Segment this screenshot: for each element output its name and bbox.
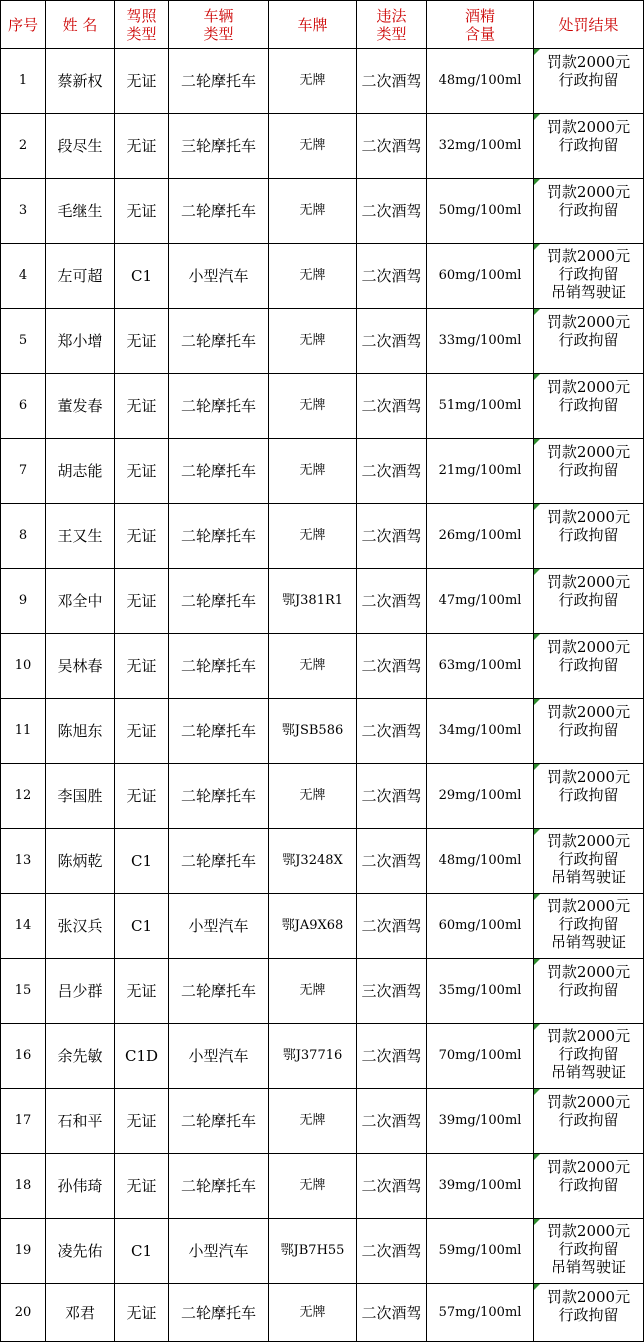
result-line: 罚款2000元 (546, 638, 631, 656)
cell-seq: 11 (1, 699, 46, 764)
cell-result (534, 49, 644, 114)
cell-vehicle: 二轮摩托车 (169, 374, 269, 439)
cell-alcohol: 32mg/100ml (427, 114, 534, 179)
header-violation (357, 1, 427, 49)
cell-name: 邓君 (46, 1284, 115, 1342)
result-line: 行政拘留 (558, 1306, 619, 1324)
cell-alcohol: 48mg/100ml (427, 829, 534, 894)
cell-license: 无证 (115, 374, 169, 439)
cell-plate: 无牌 (269, 114, 357, 179)
result-line: 罚款2000元 (546, 443, 631, 461)
result-line: 罚款2000元 (546, 1093, 631, 1111)
cell-name: 石和平 (46, 1089, 115, 1154)
cell-alcohol: 47mg/100ml (427, 569, 534, 634)
result-line: 行政拘留 (558, 331, 619, 349)
result-line: 吊销驾驶证 (550, 1063, 626, 1081)
cell-vehicle: 二轮摩托车 (169, 1089, 269, 1154)
cell-plate: 无牌 (269, 439, 357, 504)
cell-seq: 12 (1, 764, 46, 829)
header-vehicle-line2: 类型 (203, 24, 234, 43)
cell-result (534, 374, 644, 439)
cell-violation: 二次酒驾 (357, 699, 427, 764)
cell-license: C1 (115, 1219, 169, 1284)
cell-seq: 8 (1, 504, 46, 569)
cell-vehicle: 二轮摩托车 (169, 1154, 269, 1219)
cell-violation: 二次酒驾 (357, 244, 427, 309)
cell-vehicle: 二轮摩托车 (169, 309, 269, 374)
result-line: 罚款2000元 (546, 832, 631, 850)
cell-violation: 二次酒驾 (357, 179, 427, 244)
cell-name: 陈旭东 (46, 699, 115, 764)
cell-seq: 3 (1, 179, 46, 244)
result-line: 行政拘留 (558, 850, 619, 868)
cell-alcohol: 50mg/100ml (427, 179, 534, 244)
cell-seq: 7 (1, 439, 46, 504)
table-row (1, 374, 644, 439)
cell-plate: 鄂J381R1 (269, 569, 357, 634)
cell-alcohol: 60mg/100ml (427, 894, 534, 959)
cell-license: C1D (115, 1024, 169, 1089)
header-license-line2: 类型 (126, 24, 157, 43)
cell-name: 王又生 (46, 504, 115, 569)
cell-name: 凌先佑 (46, 1219, 115, 1284)
result-line: 行政拘留 (558, 201, 619, 219)
header-violation-line2: 类型 (376, 24, 407, 43)
result-line: 行政拘留 (558, 1176, 619, 1194)
table-row (1, 179, 644, 244)
cell-vehicle: 小型汽车 (169, 894, 269, 959)
result-line: 行政拘留 (558, 786, 619, 804)
cell-seq: 15 (1, 959, 46, 1024)
cell-seq: 10 (1, 634, 46, 699)
cell-plate: 无牌 (269, 179, 357, 244)
result-line: 行政拘留 (558, 136, 619, 154)
cell-result (534, 309, 644, 374)
cell-alcohol: 29mg/100ml (427, 764, 534, 829)
result-line: 行政拘留 (558, 265, 619, 283)
cell-vehicle: 二轮摩托车 (169, 179, 269, 244)
cell-license: 无证 (115, 504, 169, 569)
result-line: 罚款2000元 (546, 1027, 631, 1045)
cell-vehicle: 二轮摩托车 (169, 829, 269, 894)
cell-result (534, 179, 644, 244)
cell-violation: 三次酒驾 (357, 959, 427, 1024)
header-name: 姓 名 (46, 1, 115, 49)
cell-seq: 6 (1, 374, 46, 439)
cell-alcohol: 59mg/100ml (427, 1219, 534, 1284)
cell-result (534, 699, 644, 764)
cell-alcohol: 21mg/100ml (427, 439, 534, 504)
cell-violation: 二次酒驾 (357, 1089, 427, 1154)
table-row (1, 439, 644, 504)
cell-name: 左可超 (46, 244, 115, 309)
cell-name: 段尽生 (46, 114, 115, 179)
cell-result (534, 1024, 644, 1089)
cell-alcohol: 70mg/100ml (427, 1024, 534, 1089)
cell-alcohol: 34mg/100ml (427, 699, 534, 764)
cell-license: C1 (115, 894, 169, 959)
cell-vehicle: 二轮摩托车 (169, 699, 269, 764)
cell-plate: 鄂JB7H55 (269, 1219, 357, 1284)
result-line: 行政拘留 (558, 1111, 619, 1129)
cell-violation: 二次酒驾 (357, 439, 427, 504)
cell-violation: 二次酒驾 (357, 309, 427, 374)
cell-license: 无证 (115, 764, 169, 829)
cell-plate: 无牌 (269, 309, 357, 374)
result-line: 行政拘留 (558, 396, 619, 414)
header-vehicle (169, 1, 269, 49)
header-vehicle-line1: 车辆 (203, 6, 234, 25)
cell-seq: 2 (1, 114, 46, 179)
cell-vehicle: 二轮摩托车 (169, 634, 269, 699)
cell-seq: 9 (1, 569, 46, 634)
header-alcohol-line2: 含量 (464, 24, 495, 43)
cell-name: 张汉兵 (46, 894, 115, 959)
result-line: 罚款2000元 (546, 118, 631, 136)
cell-violation: 二次酒驾 (357, 1284, 427, 1342)
cell-plate: 无牌 (269, 959, 357, 1024)
cell-name: 陈炳乾 (46, 829, 115, 894)
cell-vehicle: 二轮摩托车 (169, 439, 269, 504)
cell-license: 无证 (115, 699, 169, 764)
table-row (1, 959, 644, 1024)
cell-license: 无证 (115, 959, 169, 1024)
table-row (1, 569, 644, 634)
cell-seq: 19 (1, 1219, 46, 1284)
result-line: 罚款2000元 (546, 53, 631, 71)
cell-vehicle: 二轮摩托车 (169, 49, 269, 114)
result-line: 吊销驾驶证 (550, 868, 626, 886)
cell-plate: 鄂J37716 (269, 1024, 357, 1089)
result-line: 罚款2000元 (546, 1158, 631, 1176)
cell-seq: 17 (1, 1089, 46, 1154)
cell-name: 孙伟琦 (46, 1154, 115, 1219)
cell-seq: 4 (1, 244, 46, 309)
cell-license: C1 (115, 829, 169, 894)
cell-result (534, 439, 644, 504)
header-alcohol-line1: 酒精 (464, 6, 495, 25)
header-violation-line1: 违法 (376, 6, 407, 25)
cell-vehicle: 二轮摩托车 (169, 504, 269, 569)
result-line: 吊销驾驶证 (550, 1258, 626, 1276)
cell-violation: 二次酒驾 (357, 634, 427, 699)
cell-result (534, 504, 644, 569)
cell-seq: 14 (1, 894, 46, 959)
header-license-line1: 驾照 (126, 6, 157, 25)
cell-result (534, 244, 644, 309)
table-row (1, 1219, 644, 1284)
cell-license: 无证 (115, 49, 169, 114)
cell-license: 无证 (115, 439, 169, 504)
cell-license: 无证 (115, 1284, 169, 1342)
cell-result (534, 894, 644, 959)
cell-license: 无证 (115, 309, 169, 374)
cell-alcohol: 39mg/100ml (427, 1154, 534, 1219)
cell-violation: 二次酒驾 (357, 504, 427, 569)
cell-result (534, 114, 644, 179)
result-line: 罚款2000元 (546, 1288, 631, 1306)
cell-violation: 二次酒驾 (357, 114, 427, 179)
result-line: 罚款2000元 (546, 768, 631, 786)
cell-name: 郑小增 (46, 309, 115, 374)
table-row (1, 1024, 644, 1089)
cell-alcohol: 48mg/100ml (427, 49, 534, 114)
table-row (1, 634, 644, 699)
cell-license: 无证 (115, 1089, 169, 1154)
table-row (1, 504, 644, 569)
cell-seq: 5 (1, 309, 46, 374)
cell-alcohol: 35mg/100ml (427, 959, 534, 1024)
result-line: 罚款2000元 (546, 897, 631, 915)
cell-result (534, 1154, 644, 1219)
cell-result (534, 569, 644, 634)
cell-license: 无证 (115, 569, 169, 634)
cell-violation: 二次酒驾 (357, 1219, 427, 1284)
result-line: 罚款2000元 (546, 508, 631, 526)
cell-result (534, 1284, 644, 1342)
result-line: 行政拘留 (558, 461, 619, 479)
result-line: 行政拘留 (558, 526, 619, 544)
cell-plate: 无牌 (269, 1089, 357, 1154)
cell-plate: 鄂J3248X (269, 829, 357, 894)
table-header (1, 1, 644, 49)
cell-license: 无证 (115, 114, 169, 179)
cell-vehicle: 二轮摩托车 (169, 1284, 269, 1342)
cell-alcohol: 63mg/100ml (427, 634, 534, 699)
header-seq: 序号 (1, 1, 46, 49)
cell-violation: 二次酒驾 (357, 894, 427, 959)
result-line: 吊销驾驶证 (550, 933, 626, 951)
cell-name: 邓全中 (46, 569, 115, 634)
cell-alcohol: 60mg/100ml (427, 244, 534, 309)
cell-result (534, 829, 644, 894)
result-line: 罚款2000元 (546, 313, 631, 331)
result-line: 罚款2000元 (546, 378, 631, 396)
result-line: 罚款2000元 (546, 963, 631, 981)
cell-plate: 无牌 (269, 504, 357, 569)
result-line: 行政拘留 (558, 1045, 619, 1063)
cell-plate: 无牌 (269, 1284, 357, 1342)
cell-name: 蔡新权 (46, 49, 115, 114)
cell-vehicle: 二轮摩托车 (169, 569, 269, 634)
result-line: 行政拘留 (558, 981, 619, 999)
result-line: 行政拘留 (558, 1240, 619, 1258)
header-row (1, 1, 644, 49)
result-line: 罚款2000元 (546, 573, 631, 591)
cell-name: 毛继生 (46, 179, 115, 244)
cell-license: 无证 (115, 1154, 169, 1219)
cell-violation: 二次酒驾 (357, 1154, 427, 1219)
result-line: 行政拘留 (558, 71, 619, 89)
cell-result (534, 959, 644, 1024)
cell-plate: 鄂JA9X68 (269, 894, 357, 959)
cell-plate: 无牌 (269, 49, 357, 114)
cell-plate: 无牌 (269, 764, 357, 829)
cell-alcohol: 39mg/100ml (427, 1089, 534, 1154)
result-line: 罚款2000元 (546, 1222, 631, 1240)
cell-violation: 二次酒驾 (357, 374, 427, 439)
cell-seq: 16 (1, 1024, 46, 1089)
result-line: 罚款2000元 (546, 247, 631, 265)
cell-alcohol: 51mg/100ml (427, 374, 534, 439)
table-row (1, 114, 644, 179)
result-line: 行政拘留 (558, 656, 619, 674)
cell-vehicle: 小型汽车 (169, 1024, 269, 1089)
cell-seq: 1 (1, 49, 46, 114)
table-row (1, 829, 644, 894)
table-row (1, 1089, 644, 1154)
cell-seq: 20 (1, 1284, 46, 1342)
cell-violation: 二次酒驾 (357, 764, 427, 829)
cell-violation: 二次酒驾 (357, 569, 427, 634)
header-plate: 车牌 (269, 1, 357, 49)
cell-violation: 二次酒驾 (357, 1024, 427, 1089)
table-row (1, 764, 644, 829)
result-line: 吊销驾驶证 (550, 283, 626, 301)
header-result: 处罚结果 (534, 1, 644, 49)
cell-vehicle: 三轮摩托车 (169, 114, 269, 179)
cell-violation: 二次酒驾 (357, 829, 427, 894)
result-line: 罚款2000元 (546, 183, 631, 201)
cell-name: 余先敏 (46, 1024, 115, 1089)
cell-seq: 13 (1, 829, 46, 894)
cell-vehicle: 小型汽车 (169, 244, 269, 309)
cell-name: 董发春 (46, 374, 115, 439)
cell-vehicle: 二轮摩托车 (169, 959, 269, 1024)
table-row (1, 1284, 644, 1342)
result-line: 行政拘留 (558, 915, 619, 933)
result-line: 罚款2000元 (546, 703, 631, 721)
cell-name: 李国胜 (46, 764, 115, 829)
result-line: 行政拘留 (558, 721, 619, 739)
cell-license: 无证 (115, 634, 169, 699)
cell-plate: 无牌 (269, 634, 357, 699)
cell-plate: 无牌 (269, 1154, 357, 1219)
result-line: 行政拘留 (558, 591, 619, 609)
cell-vehicle: 小型汽车 (169, 1219, 269, 1284)
table-row (1, 49, 644, 114)
table-body (1, 49, 644, 1342)
cell-plate: 无牌 (269, 374, 357, 439)
cell-vehicle: 二轮摩托车 (169, 764, 269, 829)
cell-name: 吕少群 (46, 959, 115, 1024)
cell-license: 无证 (115, 179, 169, 244)
cell-result (534, 1219, 644, 1284)
table-row (1, 309, 644, 374)
cell-violation: 二次酒驾 (357, 49, 427, 114)
cell-name: 吴林春 (46, 634, 115, 699)
cell-plate: 无牌 (269, 244, 357, 309)
cell-result (534, 1089, 644, 1154)
header-alcohol (427, 1, 534, 49)
cell-result (534, 764, 644, 829)
table-row (1, 244, 644, 309)
table-row (1, 699, 644, 764)
cell-alcohol: 26mg/100ml (427, 504, 534, 569)
header-license (115, 1, 169, 49)
cell-alcohol: 57mg/100ml (427, 1284, 534, 1342)
cell-result (534, 634, 644, 699)
cell-name: 胡志能 (46, 439, 115, 504)
cell-license: C1 (115, 244, 169, 309)
cell-alcohol: 33mg/100ml (427, 309, 534, 374)
table-row (1, 1154, 644, 1219)
cell-seq: 18 (1, 1154, 46, 1219)
table-row (1, 894, 644, 959)
cell-plate: 鄂JSB586 (269, 699, 357, 764)
